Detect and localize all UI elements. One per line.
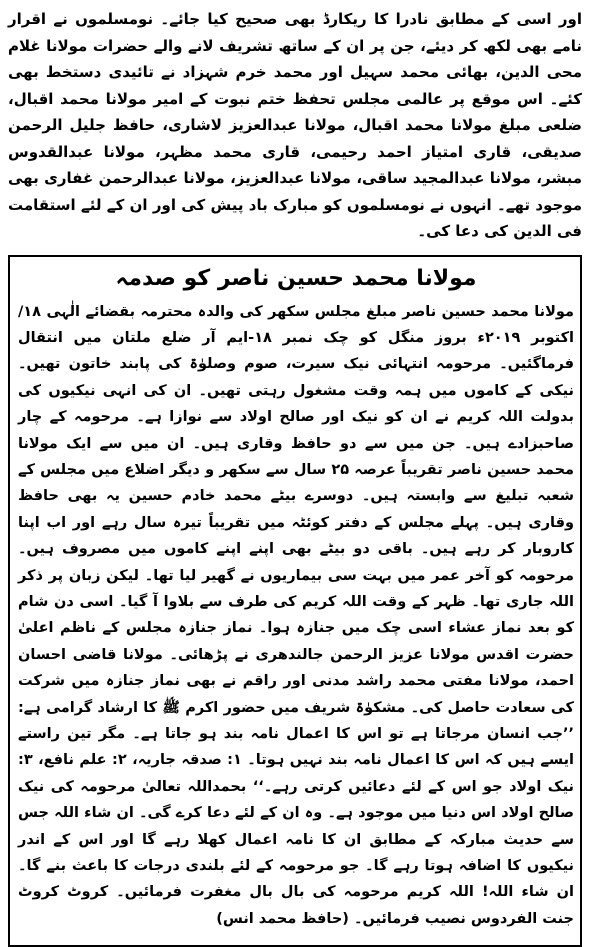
article-title: مولانا محمد حسین ناصر کو صدمہ	[115, 265, 477, 291]
article-box	[8, 255, 582, 947]
article-body: مولانا محمد حسین ناصر مبلغ مجلس سکھر کی والدہ محترمہ بقضائے الٰہی ۱۸/ اکتوبر ۲۰۱۹ء بروز منگل کو چک نمبر ۱۸-ایم آر ضلع ملتان میں انتقال فرماگئیں۔ مرحومہ انتہائی نیک سیرت، صوم وصلوٰۃ کی پابند خاتون تھیں۔ نیکی کے کاموں میں ہمہ وقت مشغول رہتی تھیں۔ ان کی انہی نیکیوں کی بدولت اللہ کریم نے ان کو نیک اور صالح اولاد سے نوازا ہے۔ مرحومہ کے چار صاحبزادے ہیں۔ جن میں سے دو حافظ وقاری ہیں۔ ان میں سے ایک مولانا محمد حسین ناصر تقریباً عرصہ ۲۵ سال سے سکھر و دیگر اضلاع میں مجلس کے شعبہ تبلیغ سے وابستہ ہیں۔ دوسرے بیٹے محمد خادم حسین یہ بھی حافظ وقاری ہیں۔ پہلے مجلس کے دفتر کوئٹہ میں تقریباً تیرہ سال رہے اور اب اپنا کاروبار کر رہے ہیں۔ باقی دو بیٹے بھی اپنے اپنے کاموں میں مصروف ہیں۔ مرحومہ کو آخر عمر میں بہت سی بیماریوں نے گھیر لیا تھا۔ لیکن زبان پر ذکر اللہ جاری تھا۔ ظہر کے وقت اللہ کریم کی طرف سے بلاوا آ گیا۔ اسی دن شام کو بعد نماز عشاء اسی چک میں جنازہ ہوا۔ نماز جنازہ مجلس کے ناظم اعلیٰ حضرت اقدس مولانا عزیز الرحمن جالندھری نے پڑھائی۔ مولانا قاضی احسان احمد، مولانا مفتی محمد راشد مدنی اور راقم نے بھی نماز جنازہ میں شرکت کی سعادت حاصل کی۔ مشکوٰۃ شریف میں حضور اکرم ﷺ کا ارشاد گرامی ہے: ’’جب انسان مرجاتا ہے تو اس کا اعمال نامہ بند ہو جاتا ہے۔ مگر تین راستے ایسے ہیں کہ اس کا اعمال نامہ بند نہیں ہوتا۔ ۱: صدقہ جاریہ، ۲: علم نافع، ۳: نیک اولاد جو اس کے لئے دعائیں کرتی رہے۔‘‘ بحمداللہ تعالیٰ مرحومہ کی نیک صالح اولاد اس دنیا میں موجود ہے۔ وہ ان کے لئے دعا کرے گی۔ ان شاء اللہ جس سے حدیث مبارکہ کے مطابق ان کا نامہ اعمال کھلا رہے گا اور اس کے اندر نیکیوں کا اضافہ ہوتا رہے گا۔ جو مرحومہ کے لئے بلندی درجات کا باعث بنے گا۔ ان شاء اللہ! اللہ کریم مرحومہ کی بال بال مغفرت فرمائیں۔ کروٹ کروٹ جنت الفردوس نصیب فرمائیں۔ (حافظ محمد انس)	[18, 303, 575, 927]
intro-paragraph: اور اسی کے مطابق نادرا کا ریکارڈ بھی صحیح کیا جائے۔ نومسلموں نے اقرار نامے بھی لکھ کر دیئے، جن پر ان کے ساتھ تشریف لانے والے حضرات مولانا غلام محی الدین، بھائی محمد سہیل اور محمد خرم شہزاد نے تائیدی دستخط بھی کئے۔ اس موقع پر عالمی مجلس تحفظ ختم نبوت کے امیر مولانا محمد اقبال، ضلعی مبلغ مولانا محمد اقبال، مولانا عبدالعزیز لاشاری، حافظ جلیل الرحمن صدیقی، قاری امتیاز احمد رحیمی، قاری محمد مظہر، مولانا عبدالقدوس مبشر، مولانا عبدالمجید ساقی، مولانا عبدالعزیز، مولانا عبدالرحمن غفاری بھی موجود تھے۔ انہوں نے نومسلموں کو مبارک باد پیش کی اور ان کے لئے استقامت فی الدین کی دعا کی۔	[8, 10, 582, 240]
